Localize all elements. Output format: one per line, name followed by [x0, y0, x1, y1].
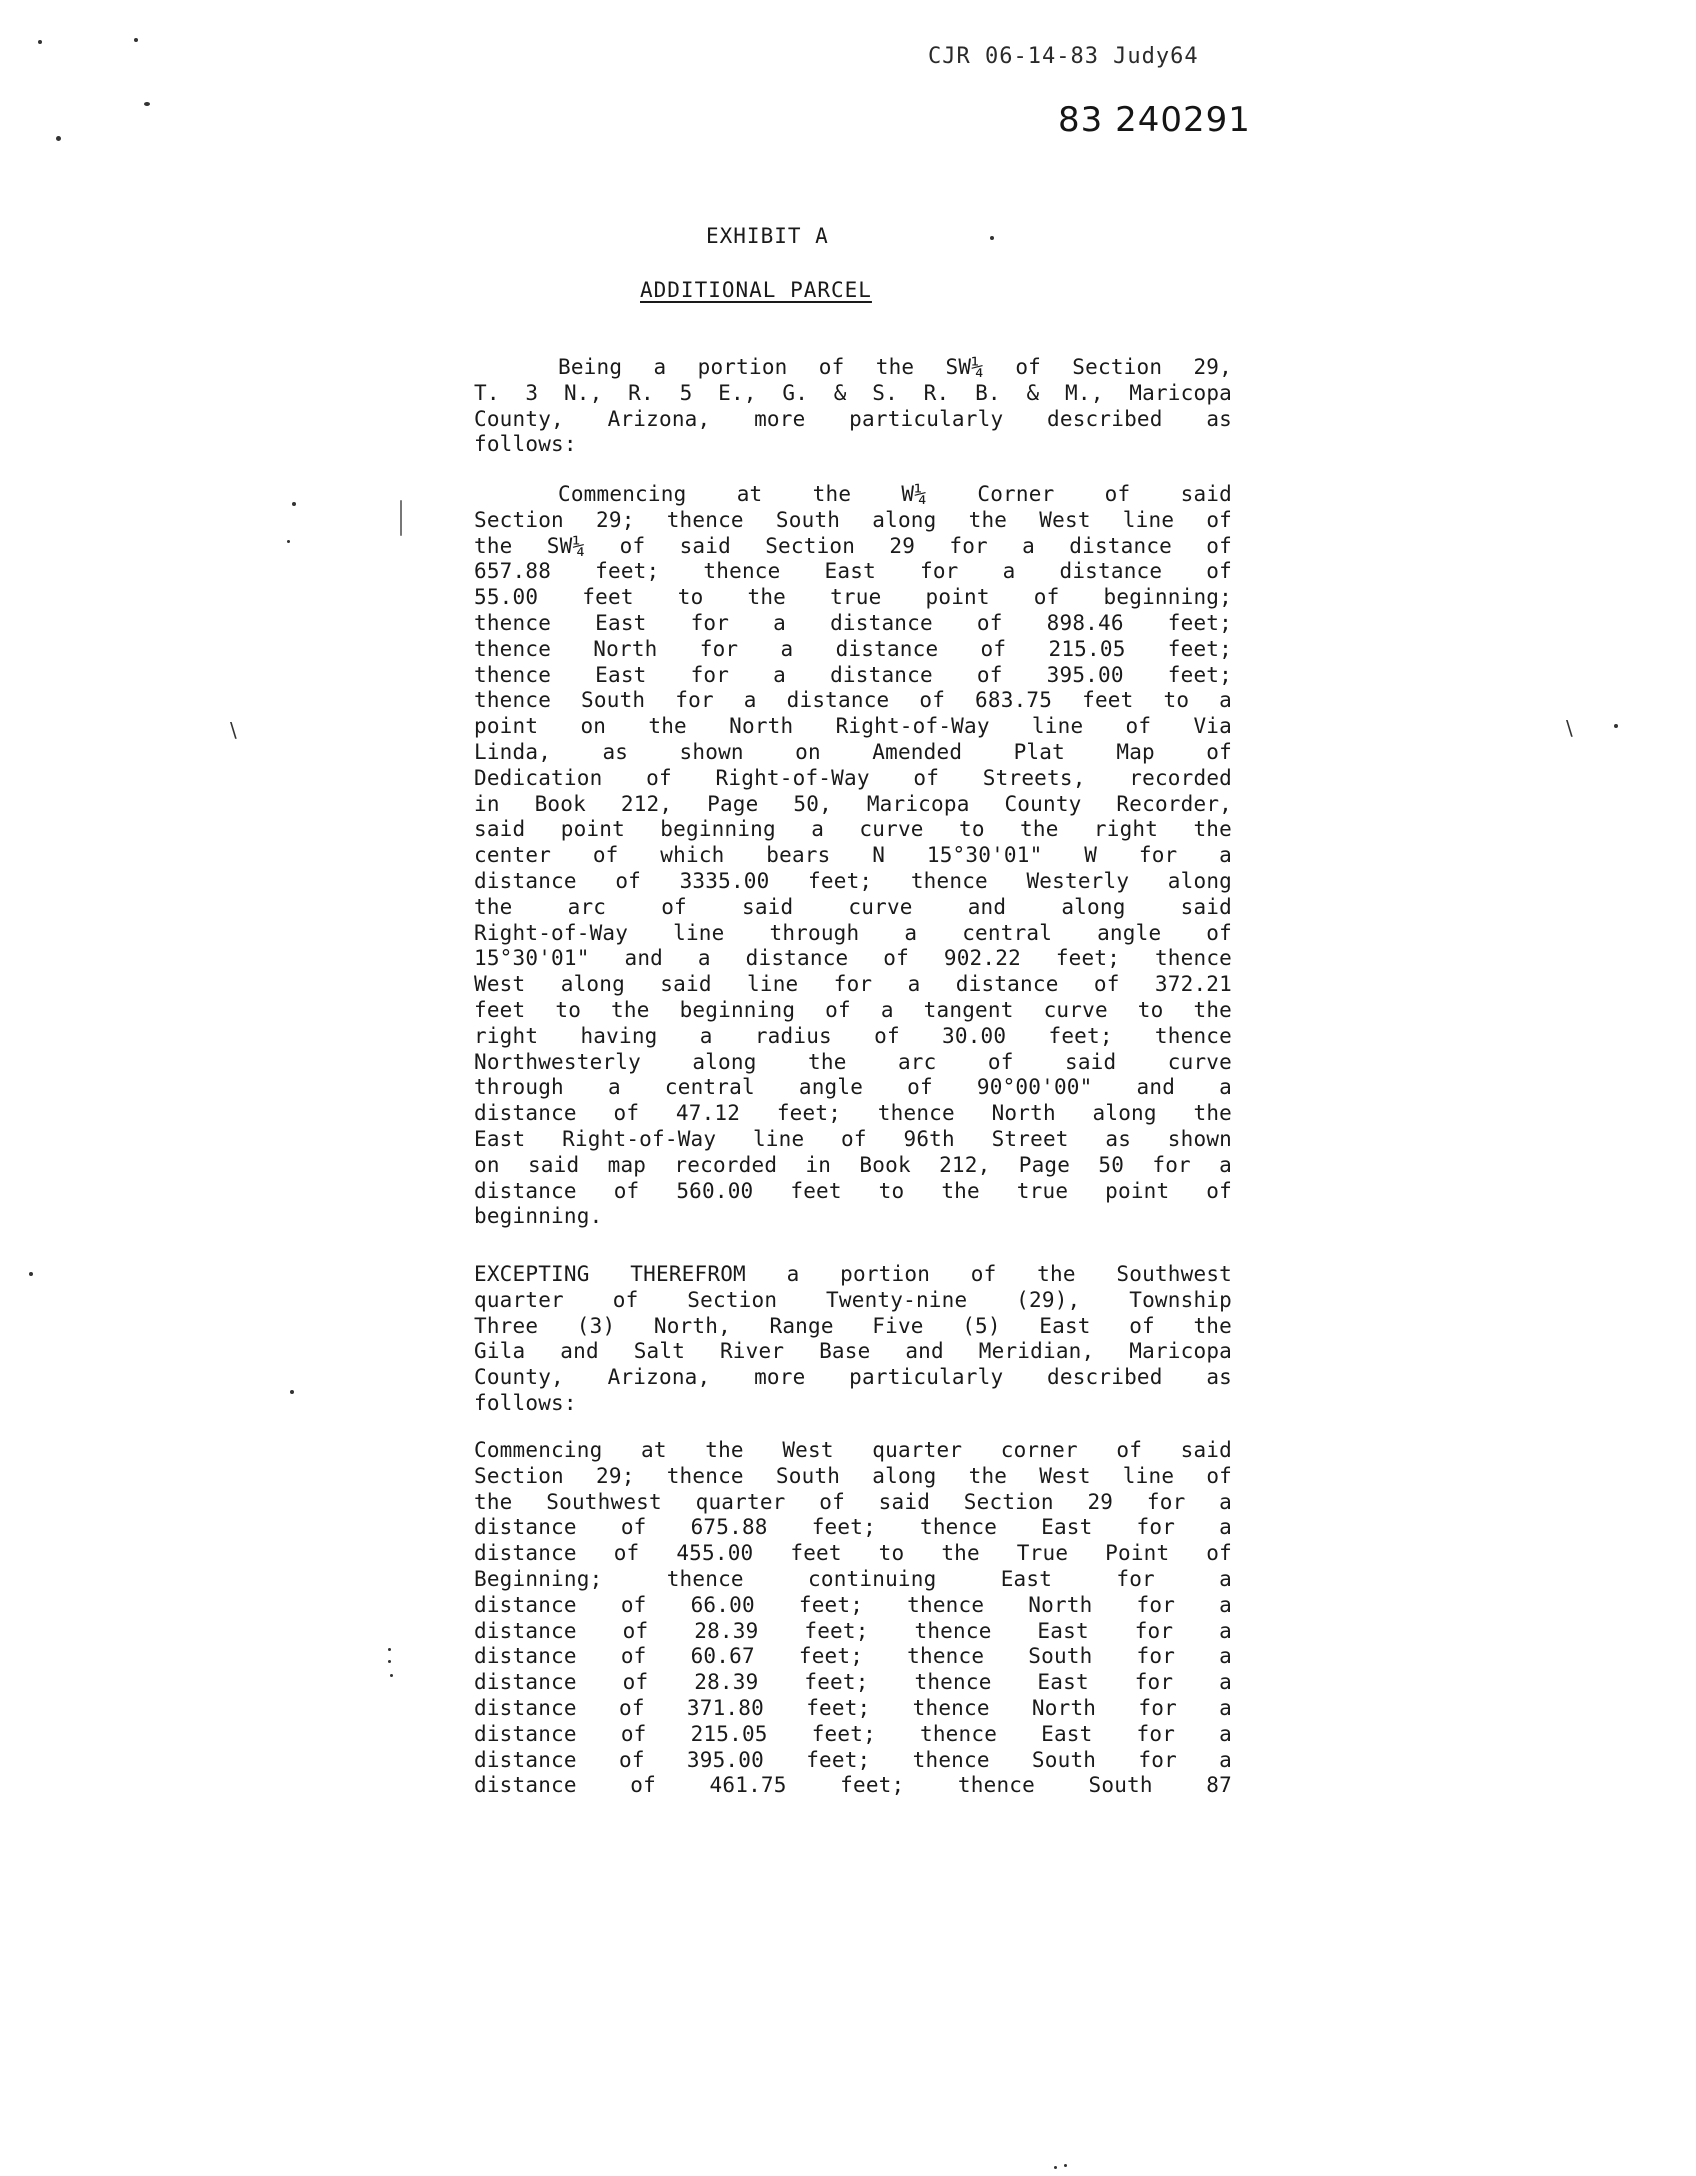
paragraph-line: center of which bears N 15°30'01" W for a — [474, 843, 1232, 868]
paragraph-line: County, Arizona, more particularly described as — [474, 1365, 1232, 1390]
paragraph-line: quarter of Section Twenty-nine (29), Township — [474, 1287, 1232, 1312]
paragraph-line: follows: — [474, 1390, 577, 1415]
paragraph-line: distance of 455.00 feet to the True Point of — [474, 1541, 1232, 1566]
paragraph-line: the SW¼ of said Section 29 for a distance of — [474, 533, 1232, 558]
paragraph-line: Being a portion of the SW¼ of Section 29, — [558, 355, 1232, 379]
scan-mark: \ — [230, 718, 237, 742]
paragraph-line: East Right-of-Way line of 96th Street as shown — [474, 1126, 1232, 1151]
paragraph-line: West along said line for a distance of 372.21 — [474, 972, 1232, 997]
paragraph-line: Section 29; thence South along the West line of — [474, 507, 1232, 532]
paragraph-line: distance of 461.75 feet; thence South 87 — [474, 1773, 1232, 1798]
parcel-title: ADDITIONAL PARCEL — [640, 278, 872, 302]
paragraph-line: distance of 60.67 feet; thence South for a — [474, 1644, 1232, 1669]
paragraph-line: distance of 28.39 feet; thence East for a — [474, 1618, 1232, 1643]
scan-speck — [390, 1674, 393, 1677]
paragraph-line: the arc of said curve and along said — [474, 894, 1232, 919]
scan-speck — [990, 236, 994, 240]
paragraph-line: the Southwest quarter of said Section 29 for a — [474, 1489, 1232, 1514]
paragraph-line: Dedication of Right-of-Way of Streets, recorded — [474, 765, 1232, 790]
paragraph-line: follows: — [474, 432, 577, 457]
scan-speck — [388, 1660, 391, 1663]
scan-speck — [1064, 2164, 1067, 2167]
scan-speck — [144, 102, 150, 106]
paragraph-line: distance of 675.88 feet; thence East for a — [474, 1515, 1232, 1540]
paragraph-line: thence South for a distance of 683.75 feet to a — [474, 688, 1232, 713]
paragraph-line: 657.88 feet; thence East for a distance of — [474, 559, 1232, 584]
paragraph-line: distance of 47.12 feet; thence North along the — [474, 1101, 1232, 1126]
scan-speck — [38, 40, 42, 44]
paragraph-line: Three (3) North, Range Five (5) East of the — [474, 1313, 1232, 1338]
paragraph-line: 55.00 feet to the true point of beginning; — [474, 585, 1232, 610]
scan-speck — [287, 540, 290, 543]
paragraph-line: distance of 560.00 feet to the true point of — [474, 1178, 1232, 1203]
paragraph-line: distance of 215.05 feet; thence East for a — [474, 1721, 1232, 1746]
scan-speck — [292, 502, 296, 506]
paragraph-line: thence East for a distance of 395.00 feet; — [474, 662, 1232, 687]
paragraph-line: distance of 28.39 feet; thence East for a — [474, 1670, 1232, 1695]
paragraph-line: on said map recorded in Book 212, Page 50 for a — [474, 1152, 1232, 1177]
paragraph-line: Gila and Salt River Base and Meridian, Maricopa — [474, 1339, 1232, 1364]
document-number: 83 240291 — [1058, 100, 1251, 140]
paragraph-line: Beginning; thence continuing East for a — [474, 1566, 1232, 1591]
paragraph-line: said point beginning a curve to the right the — [474, 817, 1232, 842]
paragraph-line: Commencing at the West quarter corner of said — [474, 1438, 1232, 1462]
paragraph-line: Northwesterly along the arc of said curve — [474, 1049, 1232, 1074]
paragraph-line: 15°30'01" and a distance of 902.22 feet; thence — [474, 946, 1232, 971]
paragraph-line: Commencing at the W¼ Corner of said — [558, 482, 1232, 506]
scan-speck — [1614, 724, 1618, 728]
paragraph-line: distance of 3335.00 feet; thence Westerly along — [474, 868, 1232, 893]
paragraph-line: T. 3 N., R. 5 E., G. & S. R. B. & M., Maricopa — [474, 380, 1232, 405]
paragraph-intro — [474, 355, 1232, 458]
scan-speck — [29, 1272, 33, 1276]
paragraph-line: thence East for a distance of 898.46 feet; — [474, 610, 1232, 635]
paragraph-line: Linda, as shown on Amended Plat Map of — [474, 739, 1232, 764]
paragraph-line: thence North for a distance of 215.05 feet; — [474, 636, 1232, 661]
paragraph-commencing-west — [474, 1438, 1232, 1799]
scan-speck — [56, 136, 61, 141]
paragraph-line: distance of 395.00 feet; thence South for a — [474, 1747, 1232, 1772]
scan-speck — [134, 38, 138, 42]
paragraph-line: EXCEPTING THEREFROM a portion of the Southwest — [474, 1262, 1232, 1286]
paragraph-commencing — [474, 482, 1232, 1230]
paragraph-line: County, Arizona, more particularly described as — [474, 406, 1232, 431]
scan-speck — [388, 1648, 391, 1651]
paragraph-line: right having a radius of 30.00 feet; thence — [474, 1023, 1232, 1048]
scan-mark: \ — [1566, 716, 1573, 740]
scan-speck — [290, 1390, 294, 1394]
paragraph-line: feet to the beginning of a tangent curve to the — [474, 997, 1232, 1022]
exhibit-title: EXHIBIT A — [706, 224, 829, 248]
paragraph-line: Right-of-Way line through a central angle of — [474, 920, 1232, 945]
scan-speck — [400, 500, 402, 536]
paragraph-line: distance of 371.80 feet; thence North for a — [474, 1695, 1232, 1720]
paragraph-excepting — [474, 1262, 1232, 1417]
paragraph-line: point on the North Right-of-Way line of Via — [474, 714, 1232, 739]
paragraph-line: through a central angle of 90°00'00" and a — [474, 1075, 1232, 1100]
scan-speck — [1054, 2166, 1057, 2169]
paragraph-line: distance of 66.00 feet; thence North for a — [474, 1592, 1232, 1617]
header-code: CJR 06-14-83 Judy64 — [928, 44, 1199, 69]
paragraph-line: beginning. — [474, 1204, 603, 1229]
paragraph-line: in Book 212, Page 50, Maricopa County Recorder, — [474, 791, 1232, 816]
paragraph-line: Section 29; thence South along the West line of — [474, 1463, 1232, 1488]
